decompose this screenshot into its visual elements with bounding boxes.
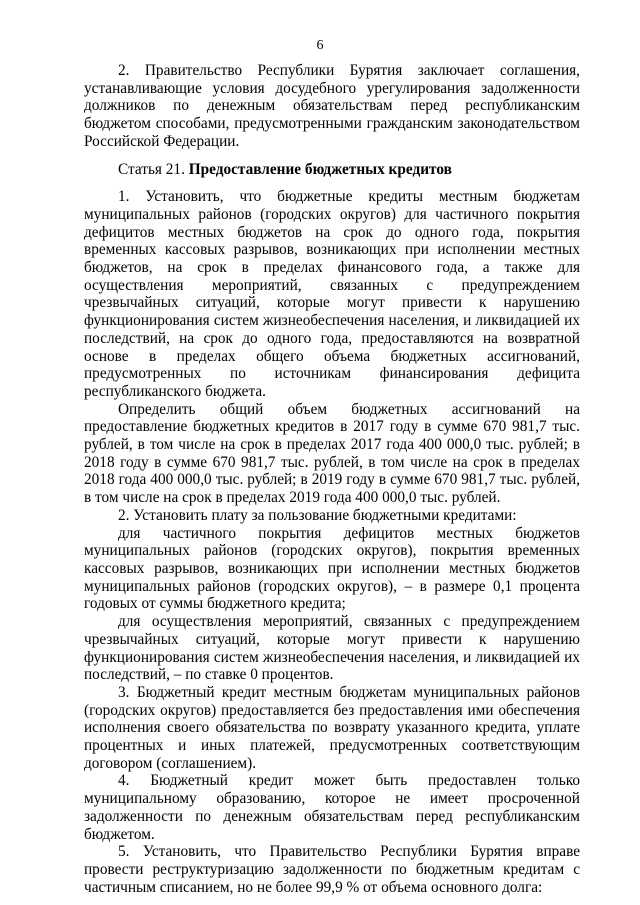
article-title: Предоставление бюджетных кредитов — [188, 160, 452, 178]
page-number: 6 — [316, 38, 324, 53]
paragraph: для частичного покрытия дефицитов местных бюджетов муниципальных районов (городских округов), покрытия временных кассовых разрывов, возникающих при исполнении местных бюджетов муниципальных районов (городских округов), – в размере 0,1 процента годовых от суммы бюджетного кредита; — [84, 524, 580, 613]
paragraph: для осуществления мероприятий, связанных с предупреждением чрезвычайных ситуаций, которые могут привести к нарушению функционирования систем жизнеобеспечения населения, и ликвидацией их последствий, – по ставке 0 процентов. — [84, 613, 580, 684]
paragraph: 5. Установить, что Правительство Республики Бурятия вправе провести реструктуризацию задолженности по бюджетным кредитам с частичным списанием, но не более 99,9 % от объема основного долга: — [84, 843, 580, 896]
paragraph: 4. Бюджетный кредит может быть предоставлен только муниципальному образованию, которое не имеет просроченной задолженности по денежным обязательствам перед республиканским бюджетом. — [84, 772, 580, 843]
article-heading — [84, 161, 580, 179]
document-body — [84, 62, 580, 896]
paragraph: 3. Бюджетный кредит местным бюджетам муниципальных районов (городских округов) предоставляется без предоставления ими обеспечения исполнения своего обязательства по возврату указанного кредита, уплате процентных и иных платежей, предусмотренных соответствующим договором (соглашением). — [84, 683, 580, 772]
paragraph-intro: 2. Правительство Республики Бурятия заключает соглашения, устанавливающие условия досудебного урегулирования задолженности должников по денежным обязательствам перед республиканским бюджетом способами, предусмотренными гражданским законодательством Российской Федерации. — [84, 62, 580, 150]
paragraph: 2. Установить плату за пользование бюджетными кредитами: — [118, 506, 517, 524]
paragraph: Определить общий объем бюджетных ассигнований на предоставление бюджетных кредитов в 2017 году в сумме 670 981,7 тыс. рублей, в том числе на срок в пределах 2017 года 400 000,0 тыс. рублей; в 2018 году в сумме 670 981,7 тыс. рублей, в том числе на срок в пределах 2018 года 400 000,0 тыс. рублей; в 2019 году в сумме 670 981,7 тыс. рублей, в том числе на срок в пределах 2019 года 400 000,0 тыс. рублей. — [84, 400, 580, 507]
article-prefix: Статья 21. — [118, 160, 189, 178]
paragraph: 1. Установить, что бюджетные кредиты местным бюджетам муниципальных районов (городских округов) для частичного покрытия дефицитов местных бюджетов на срок до одного года, покрытия временных кассовых разрывов, возникающих при исполнении местных бюджетов, на срок в пределах финансового года, а также для осуществления мероприятий, связанных с предупреждением чрезвычайных ситуаций, которые могут привести к нарушению функционирования систем жизнеобеспечения населения, и ликвидацией их последствий, на срок до одного года, предоставляются на возвратной основе в пределах общего объема бюджетных ассигнований, предусмотренных по источникам финансирования дефицита республиканского бюджета. — [84, 188, 580, 400]
